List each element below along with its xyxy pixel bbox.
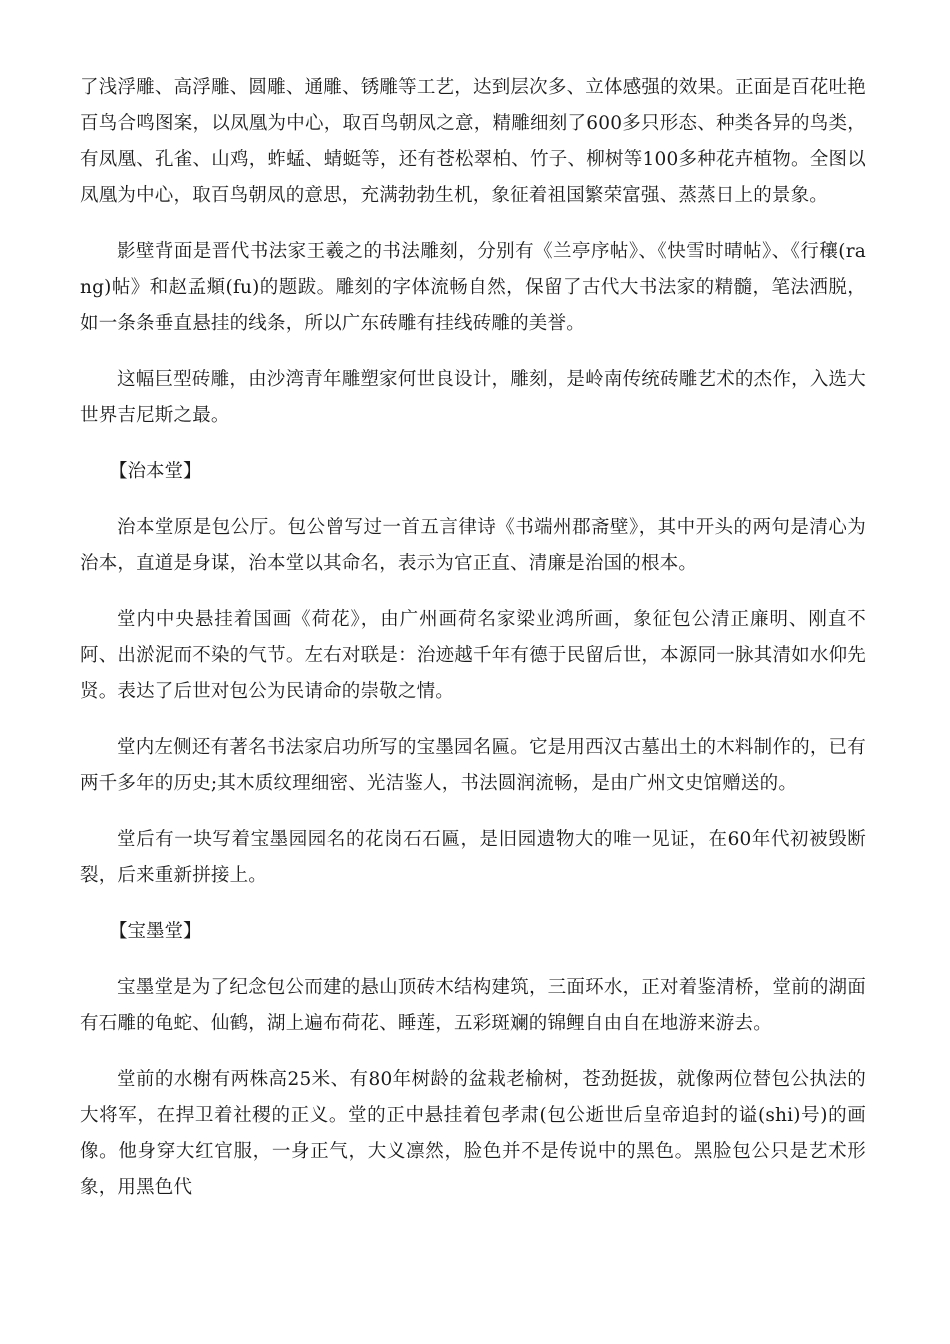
section-heading-zhiben-hall: 【治本堂】 [109,461,202,482]
paragraph-baomo-intro: 宝墨堂是为了纪念包公而建的悬山顶砖木结构建筑，三面环水，正对着鉴清桥，堂前的湖面有石雕的龟蛇、仙鹤，湖上遍布荷花、睡莲，五彩斑斓的锦鲤自由自在地游来游去。 [80,977,866,1034]
paragraph-zhiben-intro: 治本堂原是包公厅。包公曾写过一首五言律诗《书端州郡斋壁》，其中开头的两句是清心为治本，直道是身谋，治本堂以其命名，表示为官正直、清廉是治国的根本。 [80,517,866,574]
section-heading-baomo-hall: 【宝墨堂】 [109,921,202,942]
document-page [80,70,866,1226]
paragraph-zhiben-lotus-painting: 堂内中央悬挂着国画《荷花》，由广州画荷名家梁业鸿所画，象征包公清正廉明、刚直不阿、出淤泥而不染的气节。左右对联是：治迹越千年有德于民留后世，本源同一脉其清如水仰先贤。表达了后世对包公为民请命的崇敬之情。 [80,609,866,702]
paragraph-zhiben-stone-plaque: 堂后有一块写着宝墨园园名的花岗石石匾，是旧园遗物大的唯一见证，在60年代初被毁断裂，后来重新拼接上。 [80,829,866,886]
paragraph-carving-designer: 这幅巨型砖雕，由沙湾青年雕塑家何世良设计，雕刻，是岭南传统砖雕艺术的杰作，入选大世界吉尼斯之最。 [80,369,866,426]
paragraph-carving-back: 影壁背面是晋代书法家王羲之的书法雕刻，分别有《兰亭序帖》、《快雪时晴帖》、《行穰(rang)帖》和赵孟頫(fu)的题跋。雕刻的字体流畅自然，保留了古代大书法家的精髓，笔法洒脱，如一条条垂直悬挂的线条，所以广东砖雕有挂线砖雕的美誉。 [80,241,866,334]
paragraph-carving-front: 了浅浮雕、高浮雕、圆雕、通雕、锈雕等工艺，达到层次多、立体感强的效果。正面是百花吐艳百鸟合鸣图案，以凤凰为中心，取百鸟朝凤之意，精雕细刻了600多只形态、种类各异的鸟类，有凤凰、孔雀、山鸡，蚱蜢、蜻蜓等，还有苍松翠柏、竹子、柳树等100多种花卉植物。全图以凤凰为中心，取百鸟朝凤的意思，充满勃勃生机，象征着祖国繁荣富强、蒸蒸日上的景象。 [80,77,866,206]
paragraph-zhiben-plaque: 堂内左侧还有著名书法家启功所写的宝墨园名匾。它是用西汉古墓出土的木料制作的，已有两千多年的历史;其木质纹理细密、光洁鉴人，书法圆润流畅，是由广州文史馆赠送的。 [80,737,866,794]
paragraph-baomo-portrait: 堂前的水榭有两株高25米、有80年树龄的盆栽老榆树，苍劲挺拔，就像两位替包公执法的大将军，在捍卫着社稷的正义。堂的正中悬挂着包孝肃(包公逝世后皇帝追封的谥(shi)号)的画像。他身穿大红官服，一身正气，大义凛然，脸色并不是传说中的黑色。黑脸包公只是艺术形象，用黑色代 [80,1069,866,1198]
